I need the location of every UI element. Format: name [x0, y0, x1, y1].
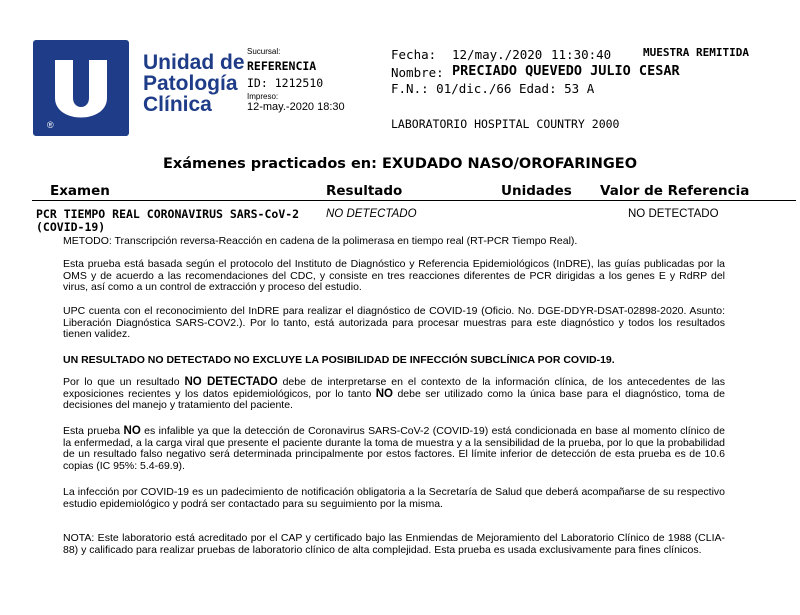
recognition-paragraph: UPC cuenta con el reconocimiento del InDRE para realizar el diagnóstico de COVID-19 (Oficio. No. DGE-DDYR-DSAT-02898-2020. Asunto: Liberación Diagnóstica SARS-COV2.). Por lo tanto, está autorizada para procesar muestras para este diagnóstico y todos los resultados tienen validez. — [63, 305, 725, 341]
branch-id: ID: 1212510 — [247, 76, 324, 90]
interpretation-paragraph: Por lo que un resultado NO DETECTADO debe de interpretarse en el contexto de la información clínica, de los antecedentes de las exposiciones recientes y los datos epidemiológicos, por lo tanto NO debe ser utilizado como la única base para el diagnóstico, toma de decisiones del manejo y tratamiento del paciente. — [63, 376, 725, 412]
logo-u-icon — [33, 40, 129, 136]
page-title: Exámenes practicados en: EXUDADO NASO/OROFARINGEO — [162, 156, 638, 172]
name-label: Nombre: — [391, 65, 444, 80]
printed-label: Impreso: — [247, 92, 279, 101]
date-value: 12/may./2020 — [452, 47, 543, 62]
accreditation-note: NOTA: Este laboratorio está acreditado por el CAP y certificado bajo las Enmiendas de Mejoramiento del Laboratorio Clínico de 1988 (CLIA-88) y calificado para realizar pruebas de laboratorio clínico de alta complejidad. Esta prueba es usada exclusivamente para fines clínicos. — [63, 532, 725, 556]
column-units: Unidades — [501, 183, 572, 199]
svg-text:®: ® — [47, 120, 54, 130]
patient-name: PRECIADO QUEVEDO JULIO CESAR — [452, 63, 680, 79]
limitations-paragraph: Esta prueba NO es infalible ya que la detección de Coronavirus SARS-CoV-2 (COVID-19) está condicionada en base al momento clínico de la enfermedad, a la carga viral que presente el paciente durante la toma de muestra y a la sensibilidad de la prueba, por lo que la probabilidad de un resultado falso negativo será determinada principalmente por estos factores. El límite inferior de detección de esta prueba es de 10.6 copias (IC 95%: 5.4-69.9). — [63, 425, 725, 472]
column-exam: Examen — [50, 183, 110, 199]
test-result: NO DETECTADO — [326, 208, 417, 220]
protocol-paragraph: Esta prueba está basada según el protocolo del Instituto de Diagnóstico y Referencia Epidemiológicos (InDRE), las guías publicadas por la OMS y de acuerdo a las recomendaciones del CDC, y consiste en tres reacciones diferentes de PCR dirigidas a los genes E y RdRP del virus, así como a un control de extracción y proceso del estudio. — [63, 258, 725, 294]
logo-line-1: Unidad de — [143, 51, 245, 74]
lab-name: LABORATORIO HOSPITAL COUNTRY 2000 — [391, 117, 620, 131]
header-divider — [32, 200, 796, 201]
logo-wordmark — [143, 52, 245, 115]
column-reference: Valor de Referencia — [600, 183, 750, 199]
dob-row: F.N.: 01/dic./66 Edad: 53 A — [391, 81, 595, 96]
logo-line-2: Patología — [143, 72, 238, 95]
time-value: 11:30:40 — [551, 47, 612, 62]
branch-name: REFERENCIA — [247, 59, 317, 73]
logo-mark — [33, 40, 129, 136]
sample-status: MUESTRA REMITIDA — [643, 46, 749, 59]
printed-value: 12-may.-2020 18:30 — [247, 101, 345, 113]
notification-paragraph: La infección por COVID-19 es un padecimiento de notificación obligatoria a la Secretaría de Salud que deberá acompañarse de su respectivo estudio epidemiológico y podrá ser contactado para su seguimiento por la misma. — [63, 486, 725, 510]
warning-statement: UN RESULTADO NO DETECTADO NO EXCLUYE LA POSIBILIDAD DE INFECCIÓN SUBCLÍNICA POR COVID-19. — [63, 354, 615, 366]
test-name: PCR TIEMPO REAL CORONAVIRUS SARS-CoV-2 (COVID-19) — [36, 207, 300, 234]
column-result: Resultado — [326, 183, 403, 199]
date-label: Fecha: — [391, 47, 437, 62]
test-reference: NO DETECTADO — [628, 208, 719, 220]
method-paragraph: METODO: Transcripción reversa-Reacción en cadena de la polimerasa en tiempo real (RT-PCR Tiempo Real). — [63, 235, 578, 247]
logo-line-3: Clínica — [143, 93, 212, 116]
branch-label: Sucursal: — [247, 47, 281, 56]
